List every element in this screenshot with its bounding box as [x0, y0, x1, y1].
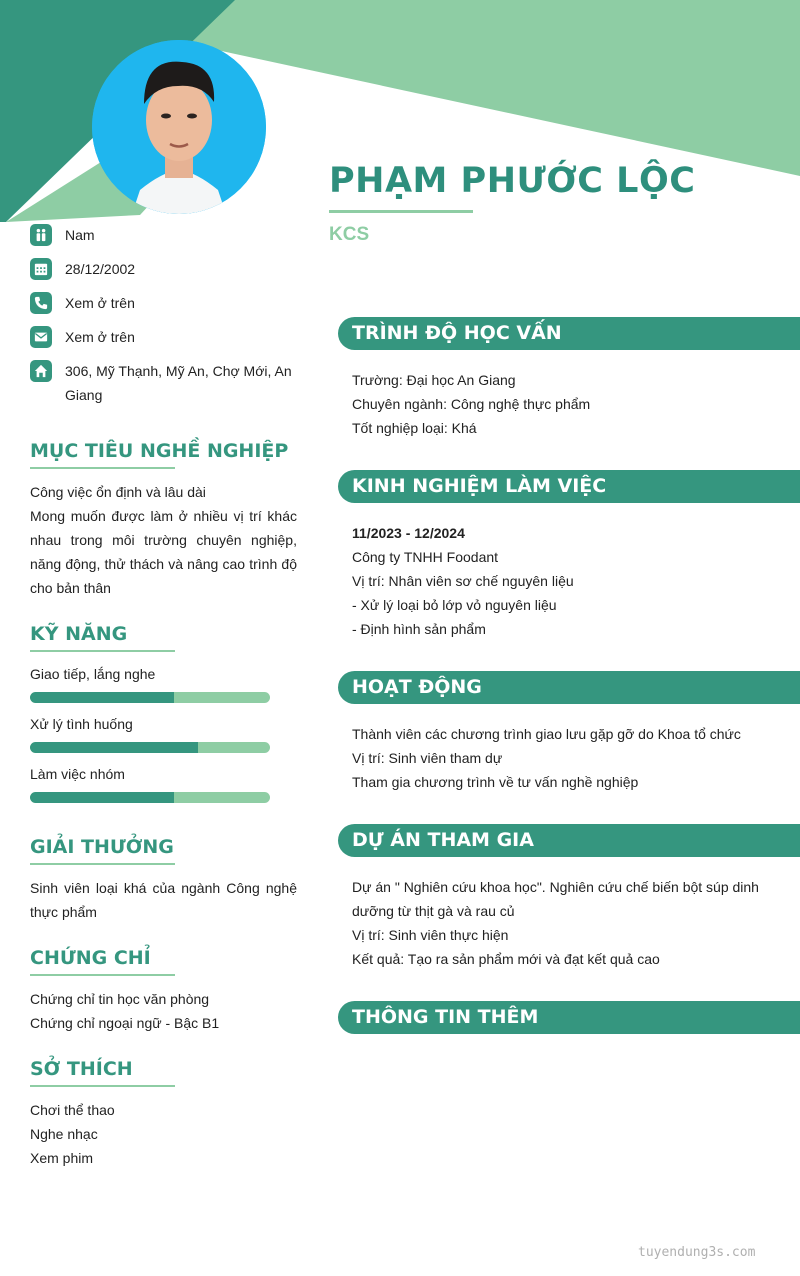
projects-title: DỰ ÁN THAM GIA: [352, 829, 534, 851]
home-icon: [30, 360, 52, 382]
contact-birthday: [30, 258, 300, 281]
profile-photo: [92, 40, 266, 214]
awards-underline: [30, 863, 175, 865]
calendar-icon: [30, 258, 52, 280]
contact-phone: [30, 292, 300, 315]
awards-text: Sinh viên loại khá của ngành Công nghệ thực phẩm: [30, 880, 297, 920]
skill-bar: [30, 692, 270, 703]
education-line: Tốt nghiệp loại: Khá: [352, 420, 477, 436]
objective-title: MỤC TIÊU NGHỀ NGHIỆP: [30, 440, 289, 462]
experience-line: Vị trí: Nhân viên sơ chế nguyên liệu: [352, 573, 574, 589]
objective-underline: [30, 467, 175, 469]
extra-info-title: THÔNG TIN THÊM: [352, 1006, 539, 1028]
list-item: Nghe nhạc: [30, 1126, 98, 1142]
gender-icon: [30, 224, 52, 246]
activities-content: [352, 722, 772, 794]
objective-line-2: Mong muốn được làm ở nhiều vị trí khác nhau trong môi trường chuyên nghiệp, năng động, thử thách và nâng cao trình độ cho bản thân: [30, 508, 297, 596]
experience-line: - Xử lý loại bỏ lớp vỏ nguyên liệu: [352, 597, 557, 613]
experience-line: - Định hình sản phẩm: [352, 621, 486, 637]
activities-line: Tham gia chương trình về tư vấn nghề nghiệp: [352, 774, 639, 790]
experience-content: [352, 521, 772, 641]
projects-line: Dự án " Nghiên cứu khoa học". Nghiên cứu chế biến bột súp dinh dưỡng từ thịt gà và rau củ: [352, 879, 759, 919]
projects-line: Kết quả: Tạo ra sản phẩm mới và đạt kết quả cao: [352, 951, 660, 967]
projects-banner: [338, 824, 800, 857]
certificates-underline: [30, 974, 175, 976]
skills-underline: [30, 650, 175, 652]
skill-bar: [30, 792, 270, 803]
hobbies-title: SỞ THÍCH: [30, 1058, 133, 1080]
list-item: Chứng chỉ tin học văn phòng: [30, 991, 210, 1007]
hobbies-list: [30, 1098, 297, 1170]
experience-line: Công ty TNHH Foodant: [352, 549, 499, 565]
skill-name: Giao tiếp, lắng nghe: [30, 666, 156, 682]
job-title: KCS: [329, 224, 370, 245]
activities-title: HOẠT ĐỘNG: [352, 676, 482, 698]
list-item: Xem phim: [30, 1150, 94, 1166]
list-item: Chứng chỉ ngoại ngữ - Bậc B1: [30, 1015, 220, 1031]
phone-text: Xem ở trên: [65, 295, 135, 311]
awards-title: GIẢI THƯỞNG: [30, 836, 174, 858]
skill-bar-fill: [30, 742, 198, 753]
skills-title: KỸ NĂNG: [30, 623, 128, 645]
experience-period: 11/2023 - 12/2024: [352, 525, 465, 541]
skill-bar: [30, 742, 270, 753]
certificates-list: [30, 987, 297, 1035]
list-item: Chơi thể thao: [30, 1102, 115, 1118]
education-banner: [338, 317, 800, 350]
projects-content: [352, 875, 772, 971]
activities-banner: [338, 671, 800, 704]
gender-text: Nam: [65, 227, 95, 243]
email-text: Xem ở trên: [65, 329, 135, 345]
projects-line: Vị trí: Sinh viên thực hiện: [352, 927, 509, 943]
education-line: Trường: Đại học An Giang: [352, 372, 516, 388]
experience-title: KINH NGHIỆM LÀM VIỆC: [352, 475, 607, 497]
activities-line: Thành viên các chương trình giao lưu gặp gỡ do Khoa tổ chức: [352, 726, 741, 742]
education-title: TRÌNH ĐỘ HỌC VẤN: [352, 322, 562, 344]
education-content: [352, 368, 772, 440]
skill-name: Làm việc nhóm: [30, 766, 125, 782]
experience-banner: [338, 470, 800, 503]
extra-info-banner: [338, 1001, 800, 1034]
objective-line-1: Công việc ổn định và lâu dài: [30, 484, 206, 500]
hobbies-underline: [30, 1085, 175, 1087]
candidate-name: PHẠM PHƯỚC LỘC: [329, 161, 696, 201]
skill-name: Xử lý tình huống: [30, 716, 133, 732]
watermark: tuyendung3s.com: [638, 1245, 756, 1260]
contact-gender: [30, 224, 300, 247]
mail-icon: [30, 326, 52, 348]
phone-icon: [30, 292, 52, 314]
certificates-title: CHỨNG CHỈ: [30, 947, 151, 969]
contact-address: [30, 360, 300, 407]
skill-bar-fill: [30, 792, 174, 803]
name-underline: [329, 210, 473, 213]
birthday-text: 28/12/2002: [65, 261, 136, 277]
address-text: 306, Mỹ Thạnh, Mỹ An, Chợ Mới, An Giang: [65, 363, 292, 403]
education-line: Chuyên ngành: Công nghệ thực phẩm: [352, 396, 591, 412]
activities-line: Vị trí: Sinh viên tham dự: [352, 750, 503, 766]
skill-bar-fill: [30, 692, 174, 703]
contact-email: [30, 326, 300, 349]
objective-text: [30, 480, 297, 600]
